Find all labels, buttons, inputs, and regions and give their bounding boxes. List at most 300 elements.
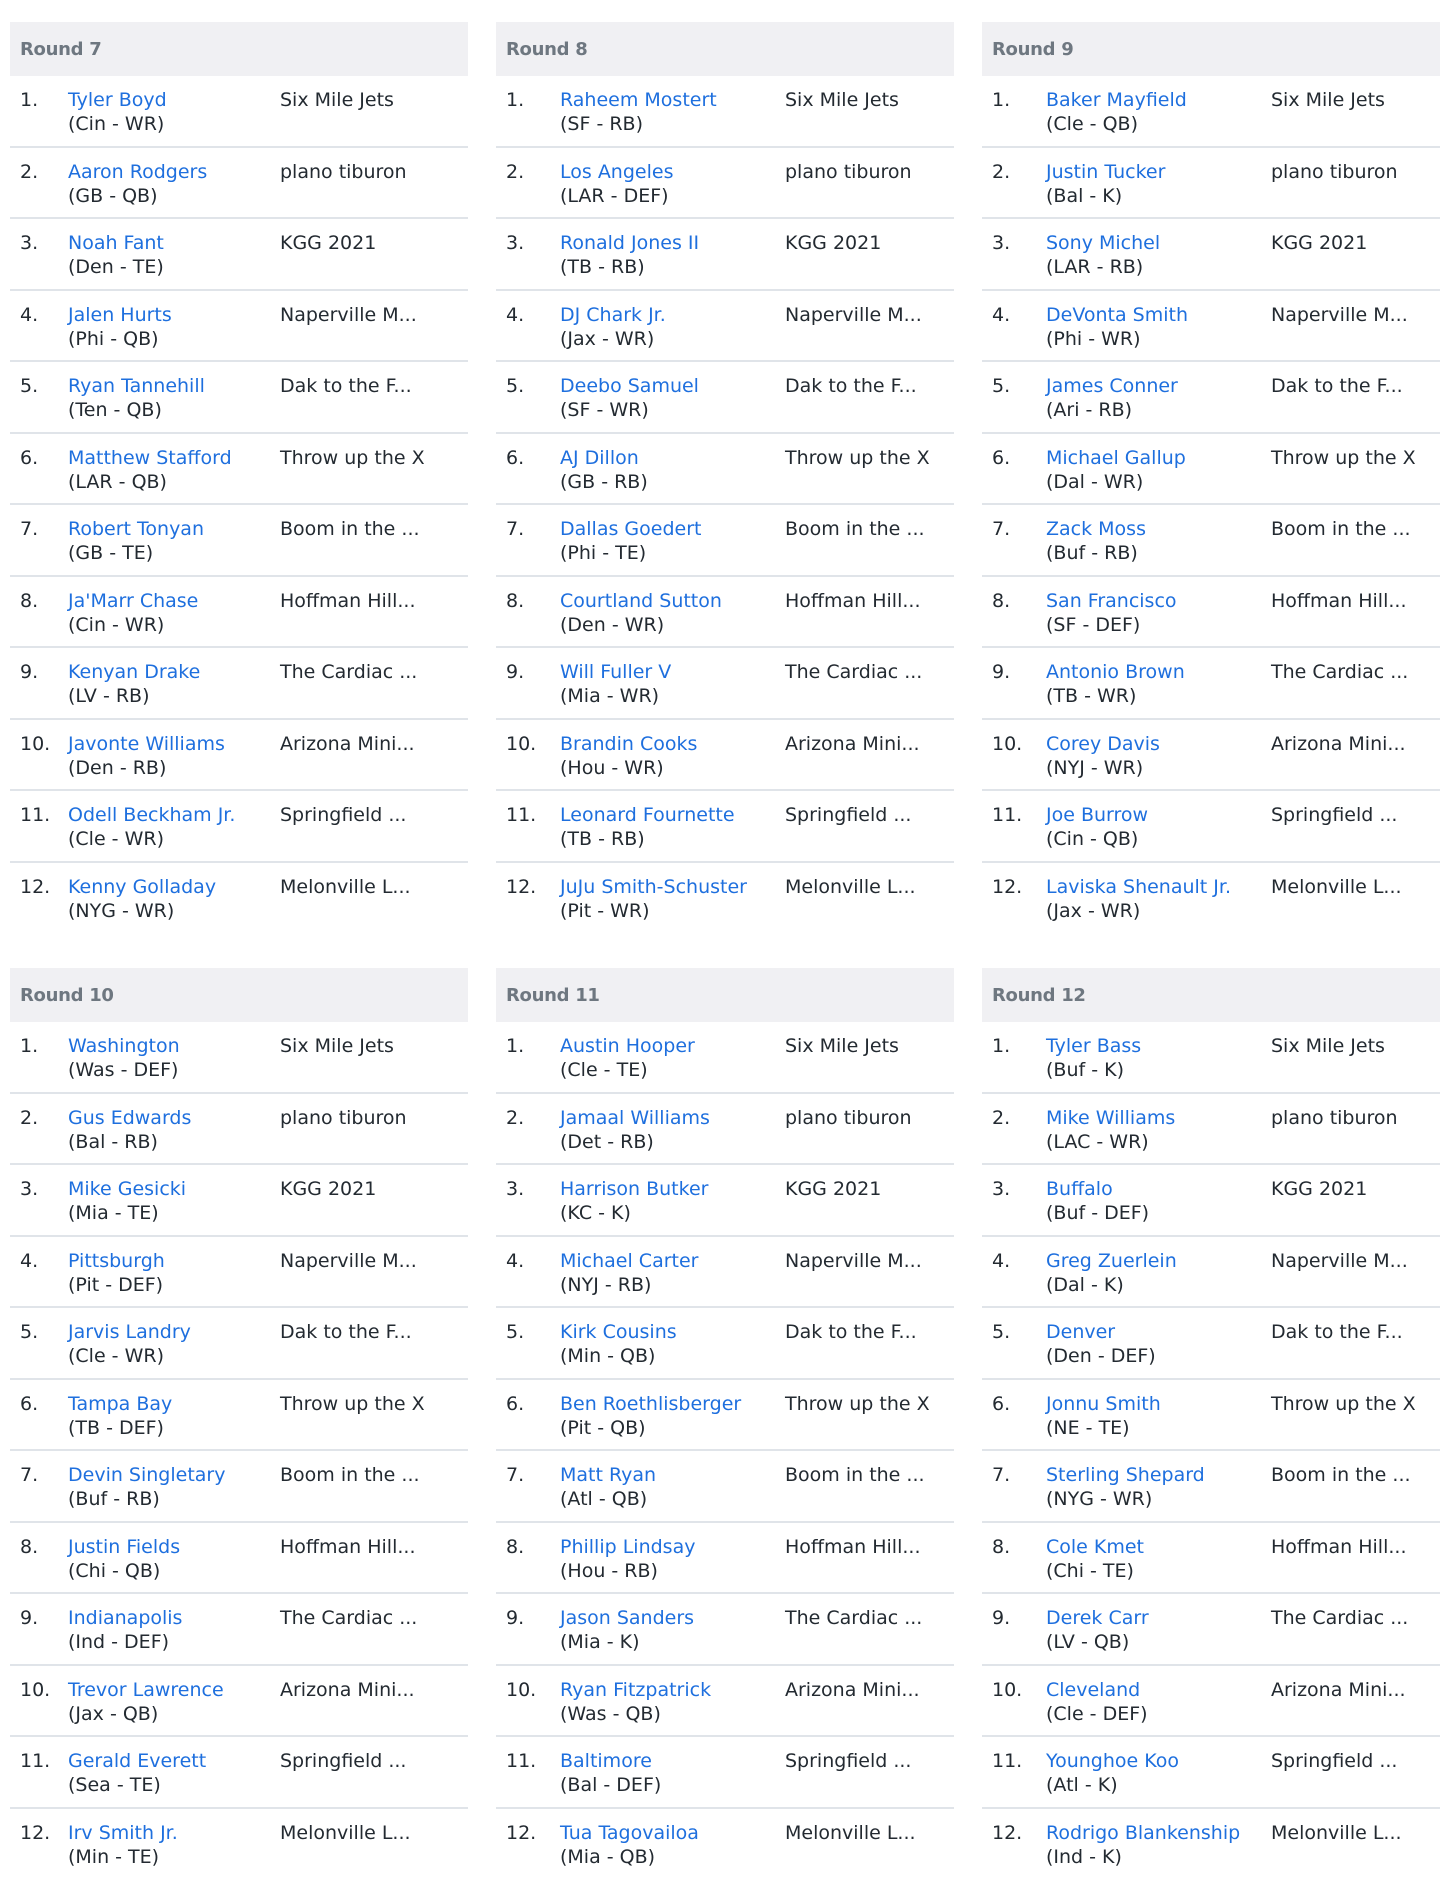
player-cell	[1046, 303, 1271, 361]
pick-row	[982, 1380, 1440, 1452]
pick-number: 12.	[20, 1821, 51, 1844]
player-team-position: (SF - DEF)	[1046, 613, 1141, 636]
player-team-position: (Jax - WR)	[1046, 899, 1141, 922]
player-cell	[68, 875, 280, 935]
player-cell	[68, 374, 280, 432]
fantasy-team-name: KGG 2021	[785, 232, 882, 254]
player-cell	[68, 1749, 280, 1807]
pick-number: 7.	[992, 1464, 1011, 1486]
player-name-link[interactable]: Joe Burrow	[1046, 804, 1149, 826]
pick-row	[10, 720, 468, 792]
pick-number: 3.	[506, 1178, 525, 1200]
fantasy-team-name: Arizona Mini...	[1271, 732, 1406, 755]
fantasy-team-name: Dak to the F...	[785, 375, 917, 397]
pick-row	[982, 1737, 1440, 1809]
player-cell	[68, 1106, 280, 1164]
pick-row	[496, 1237, 954, 1309]
player-team-position: (Det - RB)	[560, 1130, 654, 1153]
player-cell	[1046, 732, 1271, 790]
fantasy-team-name: The Cardiac ...	[785, 1607, 923, 1629]
player-name-link[interactable]: Matt Ryan	[560, 1464, 657, 1486]
fantasy-team-name: Six Mile Jets	[785, 89, 899, 111]
pick-row	[10, 1594, 468, 1666]
pick-number: 10.	[992, 1678, 1023, 1701]
pick-row	[496, 1737, 954, 1809]
player-team-position: (LAR - QB)	[68, 470, 167, 493]
fantasy-team-name: Springfield ...	[1271, 804, 1398, 826]
pick-row	[982, 1022, 1440, 1094]
pick-row	[982, 148, 1440, 220]
pick-row	[10, 434, 468, 506]
player-cell	[1046, 1177, 1271, 1235]
player-name-link[interactable]: Michael Gallup	[1046, 446, 1186, 469]
player-name-link[interactable]: JuJu Smith-Schuster	[560, 875, 747, 898]
pick-row	[10, 1737, 468, 1809]
pick-row	[982, 1451, 1440, 1523]
player-name-link[interactable]: Corey Davis	[1046, 732, 1160, 755]
pick-row	[496, 148, 954, 220]
fantasy-team-name: Six Mile Jets	[1271, 1035, 1385, 1057]
player-name-link[interactable]: Kenyan Drake	[68, 661, 201, 683]
player-name-link[interactable]: Tyler Boyd	[68, 89, 167, 111]
pick-row	[496, 1523, 954, 1595]
fantasy-team-name: Dak to the F...	[1271, 1321, 1403, 1343]
pick-number: 3.	[992, 1178, 1011, 1200]
player-name-link[interactable]: Rodrigo Blankenship	[1046, 1821, 1241, 1844]
round-section	[10, 22, 468, 934]
player-name-link[interactable]: Devin Singletary	[68, 1464, 226, 1486]
pick-number: 3.	[992, 232, 1011, 254]
player-name-link[interactable]: Ja'Marr Chase	[68, 589, 199, 612]
player-name-link[interactable]: Baker Mayfield	[1046, 89, 1187, 111]
player-name-link[interactable]: Mike Williams	[1046, 1106, 1176, 1129]
pick-row	[982, 219, 1440, 291]
pick-row	[10, 1237, 468, 1309]
round-header: Round 12	[982, 968, 1440, 1022]
fantasy-team-name: Boom in the ...	[785, 518, 925, 540]
pick-number: 10.	[506, 1678, 537, 1701]
player-name-link[interactable]: Will Fuller V	[560, 661, 672, 683]
pick-row	[982, 1809, 1440, 1880]
player-team-position: (Min - QB)	[560, 1345, 656, 1367]
player-cell	[560, 1606, 785, 1664]
player-name-link[interactable]: Jalen Hurts	[68, 303, 172, 326]
pick-number: 7.	[20, 1464, 39, 1486]
player-team-position: (Den - TE)	[68, 256, 164, 278]
player-team-position: (Min - TE)	[68, 1845, 160, 1868]
player-cell	[68, 1392, 280, 1450]
player-team-position: (Bal - K)	[1046, 184, 1123, 207]
fantasy-team-name: KGG 2021	[280, 1178, 377, 1200]
pick-number: 12.	[992, 875, 1023, 898]
player-cell	[68, 589, 280, 647]
pick-number: 1.	[992, 1035, 1011, 1057]
player-team-position: (LAR - RB)	[1046, 256, 1144, 278]
round-section	[496, 22, 954, 934]
player-team-position: (Mia - WR)	[560, 685, 660, 707]
player-team-position: (Cle - DEF)	[1046, 1702, 1148, 1725]
pick-number: 1.	[20, 89, 39, 111]
fantasy-team-name: plano tiburon	[1271, 1106, 1398, 1129]
player-team-position: (Mia - TE)	[68, 1202, 159, 1224]
player-cell	[1046, 231, 1271, 289]
player-team-position: (Chi - TE)	[1046, 1559, 1134, 1582]
fantasy-team-name: Boom in the ...	[1271, 1464, 1411, 1486]
player-name-link[interactable]: DJ Chark Jr.	[560, 303, 666, 326]
pick-number: 5.	[20, 375, 39, 397]
pick-number: 12.	[506, 1821, 537, 1844]
round-section	[10, 968, 468, 1880]
player-name-link[interactable]: Cole Kmet	[1046, 1535, 1145, 1558]
player-name-link[interactable]: Justin Tucker	[1046, 160, 1166, 183]
pick-row	[10, 1380, 468, 1452]
pick-number: 5.	[992, 375, 1011, 397]
player-team-position: (Phi - QB)	[68, 327, 159, 350]
player-name-link[interactable]: Austin Hooper	[560, 1035, 695, 1057]
player-team-position: (Atl - K)	[1046, 1774, 1118, 1796]
fantasy-team-name: The Cardiac ...	[1271, 1607, 1409, 1629]
pick-row	[496, 1666, 954, 1738]
player-cell	[68, 446, 280, 504]
player-name-link[interactable]: Noah Fant	[68, 232, 164, 254]
player-name-link[interactable]: Jamaal Williams	[560, 1106, 710, 1129]
pick-number: 9.	[506, 661, 525, 683]
player-name-link[interactable]: Baltimore	[560, 1750, 652, 1772]
player-team-position: (KC - K)	[560, 1202, 631, 1224]
fantasy-team-name: Melonville L...	[280, 1821, 411, 1844]
player-name-link[interactable]: Harrison Butker	[560, 1178, 709, 1200]
player-name-link[interactable]: Sterling Shepard	[1046, 1464, 1205, 1486]
player-name-link[interactable]: Matthew Stafford	[68, 446, 232, 469]
pick-number: 1.	[506, 89, 525, 111]
player-team-position: (Dal - WR)	[1046, 470, 1144, 493]
pick-number: 6.	[992, 446, 1011, 469]
player-name-link[interactable]: Dallas Goedert	[560, 518, 702, 540]
player-team-position: (Jax - QB)	[68, 1702, 159, 1725]
player-name-link[interactable]: Deebo Samuel	[560, 375, 699, 397]
player-team-position: (Cle - WR)	[68, 828, 164, 850]
pick-number: 3.	[20, 232, 39, 254]
player-name-link[interactable]: Odell Beckham Jr.	[68, 804, 236, 826]
pick-row	[496, 1308, 954, 1380]
pick-row	[982, 1094, 1440, 1166]
player-name-link[interactable]: Sony Michel	[1046, 232, 1161, 254]
player-name-link[interactable]: Kenny Golladay	[68, 875, 217, 898]
player-team-position: (Mia - K)	[560, 1631, 640, 1653]
player-name-link[interactable]: Cleveland	[1046, 1678, 1141, 1701]
pick-number: 6.	[992, 1392, 1011, 1415]
pick-number: 7.	[20, 518, 39, 540]
player-cell	[1046, 1034, 1271, 1092]
player-name-link[interactable]: Pittsburgh	[68, 1249, 165, 1272]
player-team-position: (Cin - QB)	[1046, 828, 1139, 850]
fantasy-team-name: Boom in the ...	[1271, 518, 1411, 540]
player-name-link[interactable]: Ben Roethlisberger	[560, 1392, 742, 1415]
pick-number: 4.	[20, 1249, 39, 1272]
player-cell	[560, 231, 785, 289]
player-name-link[interactable]: Michael Carter	[560, 1249, 699, 1272]
player-name-link[interactable]: DeVonta Smith	[1046, 303, 1188, 326]
player-cell	[1046, 1320, 1271, 1378]
player-team-position: (SF - WR)	[560, 399, 649, 421]
pick-number: 12.	[20, 875, 51, 898]
player-name-link[interactable]: Los Angeles	[560, 160, 674, 183]
player-team-position: (Sea - TE)	[68, 1774, 161, 1796]
player-team-position: (Cle - WR)	[68, 1345, 164, 1367]
player-name-link[interactable]: Zack Moss	[1046, 518, 1146, 540]
pick-row	[10, 648, 468, 720]
player-team-position: (TB - DEF)	[68, 1416, 164, 1439]
player-name-link[interactable]: AJ Dillon	[560, 446, 639, 469]
pick-row	[982, 577, 1440, 649]
pick-number: 4.	[20, 303, 39, 326]
fantasy-team-name: Springfield ...	[785, 804, 912, 826]
player-name-link[interactable]: Gus Edwards	[68, 1106, 192, 1129]
player-name-link[interactable]: Antonio Brown	[1046, 661, 1185, 683]
pick-row	[496, 505, 954, 577]
player-cell	[560, 1535, 785, 1593]
player-team-position: (TB - RB)	[560, 828, 645, 850]
fantasy-team-name: The Cardiac ...	[1271, 661, 1409, 683]
pick-number: 8.	[506, 1535, 525, 1558]
pick-row	[10, 362, 468, 434]
player-name-link[interactable]: Ronald Jones II	[560, 232, 700, 254]
pick-row	[10, 1165, 468, 1237]
round-section	[982, 968, 1440, 1880]
player-team-position: (Den - WR)	[560, 613, 665, 636]
player-name-link[interactable]: San Francisco	[1046, 589, 1177, 612]
pick-row	[496, 1380, 954, 1452]
fantasy-team-name: Naperville M...	[1271, 1249, 1408, 1272]
pick-row	[10, 291, 468, 363]
player-team-position: (Cin - WR)	[68, 113, 165, 135]
player-cell	[1046, 1535, 1271, 1593]
pick-number: 4.	[992, 303, 1011, 326]
player-team-position: (SF - RB)	[560, 113, 643, 135]
player-name-link[interactable]: Tyler Bass	[1046, 1035, 1142, 1057]
pick-row	[496, 791, 954, 863]
fantasy-team-name: Springfield ...	[280, 1750, 407, 1772]
fantasy-team-name: Melonville L...	[1271, 1821, 1402, 1844]
player-team-position: (NYJ - RB)	[560, 1273, 652, 1296]
pick-number: 10.	[992, 732, 1023, 755]
fantasy-team-name: Throw up the X	[1271, 1392, 1416, 1415]
pick-row	[10, 1666, 468, 1738]
fantasy-team-name: Naperville M...	[280, 1249, 417, 1272]
pick-number: 10.	[506, 732, 537, 755]
player-cell	[1046, 1821, 1271, 1880]
player-name-link[interactable]: Javonte Williams	[68, 732, 225, 755]
fantasy-team-name: Melonville L...	[785, 1821, 916, 1844]
player-name-link[interactable]: James Conner	[1046, 375, 1178, 397]
pick-number: 5.	[506, 375, 525, 397]
player-team-position: (Den - DEF)	[1046, 1345, 1156, 1367]
player-team-position: (LV - QB)	[1046, 1631, 1130, 1653]
fantasy-team-name: KGG 2021	[785, 1178, 882, 1200]
pick-number: 9.	[506, 1607, 525, 1629]
player-name-link[interactable]: Derek Carr	[1046, 1607, 1149, 1629]
fantasy-team-name: Dak to the F...	[1271, 375, 1403, 397]
pick-row	[982, 1666, 1440, 1738]
player-name-link[interactable]: Courtland Sutton	[560, 589, 722, 612]
pick-number: 10.	[20, 732, 51, 755]
pick-number: 2.	[992, 1106, 1011, 1129]
player-cell	[1046, 1678, 1271, 1736]
player-cell	[1046, 803, 1271, 861]
player-cell	[1046, 88, 1271, 146]
player-name-link[interactable]: Jason Sanders	[560, 1607, 695, 1629]
pick-row	[496, 648, 954, 720]
pick-row	[496, 219, 954, 291]
pick-number: 6.	[20, 446, 39, 469]
pick-row	[982, 1308, 1440, 1380]
player-name-link[interactable]: Buffalo	[1046, 1178, 1113, 1200]
pick-row	[982, 505, 1440, 577]
player-team-position: (Chi - QB)	[68, 1559, 161, 1582]
player-name-link[interactable]: Laviska Shenault Jr.	[1046, 875, 1231, 898]
player-cell	[560, 517, 785, 575]
player-name-link[interactable]: Aaron Rodgers	[68, 160, 208, 183]
fantasy-team-name: Arizona Mini...	[280, 1678, 415, 1701]
player-team-position: (Ind - K)	[1046, 1845, 1122, 1868]
fantasy-team-name: Throw up the X	[280, 446, 425, 469]
player-name-link[interactable]: Jonnu Smith	[1046, 1392, 1161, 1415]
player-name-link[interactable]: Leonard Fournette	[560, 804, 735, 826]
fantasy-team-name: Hoffman Hill...	[280, 589, 416, 612]
pick-row	[10, 1094, 468, 1166]
player-name-link[interactable]: Brandin Cooks	[560, 732, 698, 755]
fantasy-team-name: KGG 2021	[1271, 1178, 1368, 1200]
player-cell	[560, 303, 785, 361]
player-name-link[interactable]: Gerald Everett	[68, 1750, 207, 1772]
player-name-link[interactable]: Jarvis Landry	[68, 1321, 191, 1343]
pick-row	[10, 1451, 468, 1523]
player-name-link[interactable]: Justin Fields	[68, 1535, 181, 1558]
pick-row	[982, 291, 1440, 363]
player-name-link[interactable]: Irv Smith Jr.	[68, 1821, 178, 1844]
fantasy-team-name: Springfield ...	[785, 1750, 912, 1772]
player-name-link[interactable]: Washington	[68, 1035, 180, 1057]
pick-row	[496, 1165, 954, 1237]
fantasy-team-name: Naperville M...	[280, 303, 417, 326]
player-team-position: (Cle - QB)	[1046, 113, 1138, 135]
player-cell	[1046, 1749, 1271, 1807]
round-header: Round 8	[496, 22, 954, 76]
pick-row	[496, 1809, 954, 1880]
player-name-link[interactable]: Greg Zuerlein	[1046, 1249, 1177, 1272]
player-cell	[560, 1463, 785, 1521]
pick-row	[10, 505, 468, 577]
player-cell	[68, 1463, 280, 1521]
player-name-link[interactable]: Younghoe Koo	[1046, 1750, 1180, 1772]
player-name-link[interactable]: Tua Tagovailoa	[560, 1821, 699, 1844]
player-team-position: (NYJ - WR)	[1046, 756, 1144, 779]
player-cell	[68, 660, 280, 718]
pick-number: 11.	[992, 1750, 1023, 1772]
player-team-position: (Ari - RB)	[1046, 399, 1133, 421]
round-header: Round 7	[10, 22, 468, 76]
player-name-link[interactable]: Ryan Tannehill	[68, 375, 205, 397]
player-cell	[68, 1678, 280, 1736]
pick-number: 8.	[992, 589, 1011, 612]
player-name-link[interactable]: Mike Gesicki	[68, 1178, 187, 1200]
fantasy-team-name: Arizona Mini...	[280, 732, 415, 755]
player-name-link[interactable]: Denver	[1046, 1321, 1116, 1343]
fantasy-team-name: plano tiburon	[280, 1106, 407, 1129]
pick-row	[496, 434, 954, 506]
pick-row	[496, 1451, 954, 1523]
player-name-link[interactable]: Robert Tonyan	[68, 518, 204, 540]
player-cell	[68, 803, 280, 861]
pick-row	[10, 1022, 468, 1094]
player-team-position: (Buf - RB)	[68, 1488, 160, 1510]
pick-row	[496, 362, 954, 434]
fantasy-team-name: Springfield ...	[280, 804, 407, 826]
player-team-position: (Cin - WR)	[68, 613, 165, 636]
round-header: Round 9	[982, 22, 1440, 76]
player-name-link[interactable]: Trevor Lawrence	[68, 1678, 224, 1701]
player-team-position: (Mia - QB)	[560, 1845, 656, 1868]
player-cell	[1046, 660, 1271, 718]
player-team-position: (Ten - QB)	[68, 399, 162, 421]
player-cell	[1046, 875, 1271, 935]
player-cell	[560, 446, 785, 504]
fantasy-team-name: KGG 2021	[280, 232, 377, 254]
player-cell	[560, 1249, 785, 1307]
player-name-link[interactable]: Ryan Fitzpatrick	[560, 1678, 712, 1701]
player-cell	[560, 1678, 785, 1736]
player-cell	[560, 589, 785, 647]
pick-number: 6.	[506, 1392, 525, 1415]
player-cell	[1046, 1249, 1271, 1307]
player-team-position: (Pit - WR)	[560, 899, 650, 922]
pick-row	[982, 1237, 1440, 1309]
fantasy-team-name: Hoffman Hill...	[1271, 1535, 1407, 1558]
player-team-position: (Was - QB)	[560, 1702, 661, 1725]
player-team-position: (Atl - QB)	[560, 1488, 648, 1510]
player-cell	[560, 803, 785, 861]
pick-number: 11.	[506, 804, 537, 826]
draft-results-grid	[10, 22, 1440, 1880]
player-team-position: (GB - TE)	[68, 542, 154, 564]
player-name-link[interactable]: Kirk Cousins	[560, 1321, 677, 1343]
player-cell	[68, 1177, 280, 1235]
pick-row	[10, 791, 468, 863]
player-cell	[1046, 446, 1271, 504]
pick-number: 9.	[992, 661, 1011, 683]
pick-number: 8.	[992, 1535, 1011, 1558]
fantasy-team-name: Melonville L...	[1271, 875, 1402, 898]
fantasy-team-name: The Cardiac ...	[280, 1607, 418, 1629]
pick-number: 11.	[20, 1750, 51, 1772]
pick-number: 12.	[506, 875, 537, 898]
pick-number: 1.	[506, 1035, 525, 1057]
player-team-position: (Jax - WR)	[560, 327, 655, 350]
player-cell	[1046, 1392, 1271, 1450]
player-name-link[interactable]: Raheem Mostert	[560, 89, 717, 111]
pick-row	[982, 434, 1440, 506]
fantasy-team-name: Dak to the F...	[785, 1321, 917, 1343]
pick-number: 2.	[506, 160, 525, 183]
player-team-position: (NYG - WR)	[1046, 1488, 1153, 1510]
player-team-position: (Buf - K)	[1046, 1059, 1124, 1081]
pick-row	[496, 1022, 954, 1094]
player-name-link[interactable]: Phillip Lindsay	[560, 1535, 696, 1558]
player-name-link[interactable]: Indianapolis	[68, 1607, 183, 1629]
fantasy-team-name: Throw up the X	[785, 446, 930, 469]
pick-row	[496, 1094, 954, 1166]
player-name-link[interactable]: Tampa Bay	[68, 1392, 173, 1415]
